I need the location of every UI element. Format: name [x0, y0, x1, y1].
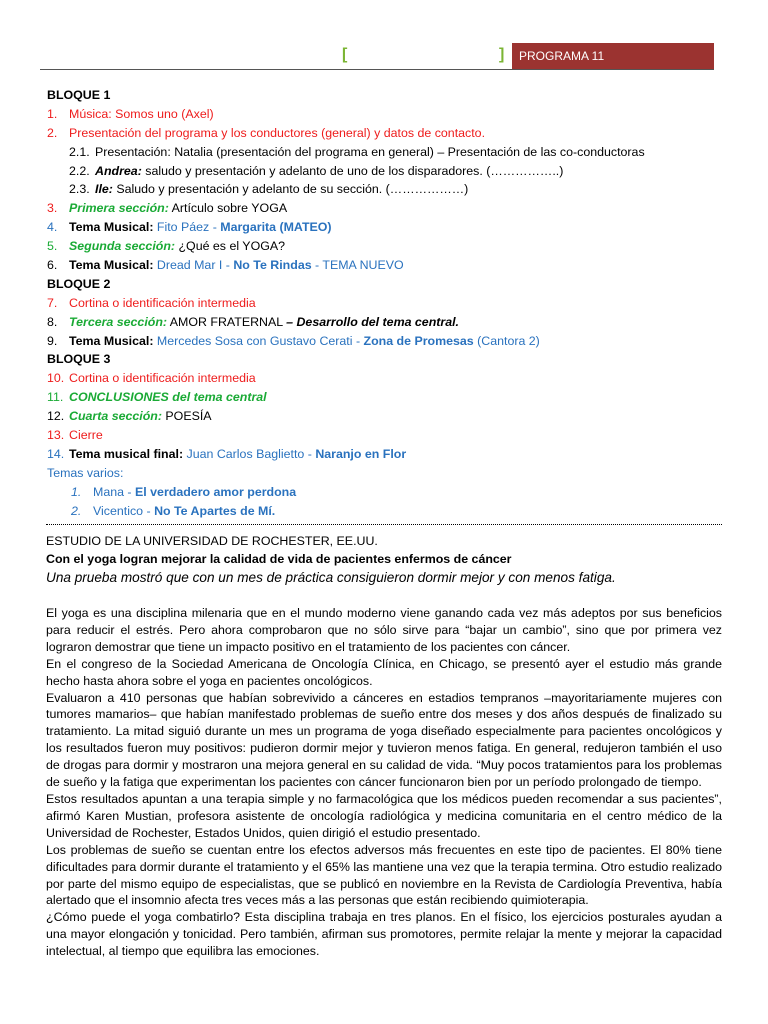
item-text — [69, 407, 212, 426]
host-name: Ile: — [95, 182, 113, 197]
agenda-item — [47, 369, 727, 388]
artist-name: Juan Carlos Baglietto - — [183, 446, 316, 461]
item-number: 2.1. — [69, 144, 90, 159]
item-text — [93, 502, 275, 521]
article-paragraph: Los problemas de sueño se cuentan entre los efectos adversos más frecuentes en este tipo de pacientes. El 80% tiene dificultades para dormir durante el tratamiento y el 65% las mantiene una vez que la terapia termina. Otro estudio realizado por parte del mismo equipo de especialistas, que se publicó en noviembre en la Revista de Cardiología Preventiva, había alertado que el insomnio afecta tres veces más a las personas que están recibiendo quimioterapia. — [46, 842, 722, 908]
header-bracket-close: ] — [499, 46, 505, 63]
program-label: PROGRAMA 11 — [512, 43, 714, 69]
item-number: 2.2. — [69, 163, 90, 178]
artist-name: Mercedes Sosa con Gustavo Cerati - — [153, 333, 364, 348]
item-text — [69, 218, 332, 237]
agenda-item — [47, 407, 727, 426]
item-number: 2. — [71, 503, 82, 518]
host-name: Andrea: — [95, 163, 142, 178]
section-label: Tercera sección: — [69, 314, 168, 329]
agenda-item — [47, 313, 727, 332]
item-text: Cierre — [69, 428, 103, 443]
song-title: Zona de Promesas — [363, 333, 474, 348]
item-text — [95, 162, 563, 181]
item-text — [69, 332, 540, 351]
agenda-item — [47, 445, 727, 464]
section-description: AMOR FRATERNAL — [167, 314, 287, 329]
article-source: ESTUDIO DE LA UNIVERSIDAD DE ROCHESTER, EE.UU. — [46, 534, 378, 548]
item-text — [95, 180, 468, 199]
article-paragraph: Evaluaron a 410 personas que habían sobrevivido a cánceres en estadios tempranos –mayoritariamente mujeres con tumores mamarios– que habían manifestado problemas de sueño entre dos meses y dos años después de finalizado su tratamiento. La mitad siguió durante un mes un programa de yoga diseñado especialmente para pacientes oncológicos y los resultados fueron muy positivos: pudieron dormir mejor y tuvieron menos fatiga. En general, redujeron también el uso de drogas para dormir y mostraron una mejora general en su calidad de vida. “Muy pocos tratamientos para los problemas de sueño y la fatiga que experimentan los pacientes con cáncer funcionaron bien por un período prolongado de tiempo. — [46, 690, 722, 790]
agenda-subitem — [47, 143, 727, 162]
agenda-subitem — [47, 180, 727, 199]
music-label: Tema Musical: — [69, 333, 154, 348]
music-label: Tema musical final: — [69, 446, 184, 461]
misc-song-item — [47, 502, 727, 521]
artist-name: Fito Páez - — [153, 220, 221, 235]
agenda-item — [47, 237, 727, 256]
agenda-item — [47, 426, 727, 445]
section-label: Cuarta sección: — [69, 409, 162, 424]
article-subtitle: Una prueba mostró que con un mes de práctica consiguieron dormir mejor y con menos fatiga. — [46, 570, 616, 585]
item-text: Cortina o identificación intermedia — [69, 371, 256, 386]
song-note: - TEMA NUEVO — [311, 258, 404, 273]
article-paragraph: El yoga es una disciplina milenaria que en el mundo moderno viene ganando cada vez más adeptos por sus beneficios para reducir el estrés. Pero ahora comprobaron que no sólo sirve para “bajar un cambio”, sino que por primera vez lograron demostrar que tiene un impacto positivo en el tratamiento de los pacientes con cáncer. — [46, 606, 722, 654]
page-header — [40, 42, 714, 70]
artist-name: Mana - — [93, 484, 136, 499]
agenda-item — [47, 388, 727, 407]
header-rule — [40, 69, 714, 70]
article-paragraph: ¿Cómo puede el yoga combatirlo? Esta disciplina trabaja en tres planos. En el físico, los ejercicios posturales ayudan a una mayor elongación y tonicidad. Pero también, afirman sus promotores, permite relajar la mente y mejorar la capacidad intelectual, al tiempo que equilibra las emociones. — [46, 910, 722, 959]
section-description: POESÍA — [161, 409, 212, 424]
program-agenda — [47, 86, 727, 520]
section-label: Primera sección: — [69, 201, 169, 216]
item-number: 8. — [47, 314, 58, 329]
item-number: 13. — [47, 428, 65, 443]
item-number: 14. — [47, 446, 65, 461]
artist-name: Dread Mar I - — [153, 258, 234, 273]
item-number: 6. — [47, 258, 58, 273]
section-label: Segunda sección: — [69, 239, 176, 254]
item-text — [69, 199, 287, 218]
agenda-item — [47, 105, 727, 124]
dotted-separator — [46, 524, 722, 526]
block-heading: BLOQUE 3 — [47, 352, 111, 367]
item-number: 3. — [47, 201, 58, 216]
item-text — [93, 483, 296, 502]
item-number: 5. — [47, 239, 58, 254]
item-text — [69, 256, 404, 275]
song-note: (Cantora 2) — [473, 333, 540, 348]
item-text — [69, 445, 406, 464]
music-label: Tema Musical: — [69, 258, 154, 273]
agenda-item — [47, 124, 727, 143]
song-title: No Te Rindas — [233, 258, 312, 273]
item-number: 9. — [47, 333, 58, 348]
misc-song-item — [47, 483, 727, 502]
section-description: ¿Qué es el YOGA? — [175, 239, 286, 254]
misc-songs-heading: Temas varios: — [47, 465, 124, 480]
item-text — [69, 313, 459, 332]
item-number: 10. — [47, 371, 65, 386]
item-number: 11. — [47, 390, 64, 405]
subitem-description: Saludo y presentación y adelanto de su sección. (………………) — [112, 182, 469, 197]
article-title: Con el yoga logran mejorar la calidad de vida de pacientes enfermos de cáncer — [46, 552, 512, 566]
item-number: 2.3. — [69, 182, 90, 197]
song-title: El verdadero amor perdona — [135, 484, 297, 499]
agenda-item — [47, 199, 727, 218]
song-title: Naranjo en Flor — [315, 446, 407, 461]
agenda-subitem — [47, 162, 727, 181]
article-paragraph: En el congreso de la Sociedad Americana de Oncología Clínica, en Chicago, se presentó ayer el estudio más grande hecho hasta ahora sobre el yoga en pacientes oncológicos. — [46, 656, 722, 688]
item-number: 1. — [47, 106, 58, 121]
song-title: Margarita (MATEO) — [220, 220, 332, 235]
item-number: 2. — [47, 125, 58, 140]
agenda-item — [47, 332, 727, 351]
item-number: 7. — [47, 295, 58, 310]
header-bracket-open: [ — [342, 46, 348, 63]
section-description: Artículo sobre YOGA — [168, 201, 288, 216]
artist-name: Vicentico - — [93, 503, 155, 518]
item-text: Presentación: Natalia (presentación del programa en general) – Presentación de las co-conductoras — [95, 144, 645, 159]
music-label: Tema Musical: — [69, 220, 154, 235]
item-text: CONCLUSIONES del tema central — [69, 390, 267, 405]
item-number: 4. — [47, 220, 58, 235]
block-heading: BLOQUE 1 — [47, 88, 111, 102]
item-number: 1. — [71, 484, 82, 499]
item-number: 12. — [47, 409, 65, 424]
agenda-item — [47, 256, 727, 275]
article — [46, 532, 722, 960]
item-text: Cortina o identificación intermedia — [69, 295, 256, 310]
item-text: Presentación del programa y los conductores (general) y datos de contacto. — [69, 125, 486, 140]
subitem-description: saludo y presentación y adelanto de uno de los disparadores. (……………..) — [141, 163, 564, 178]
song-title: No Te Apartes de Mí. — [154, 503, 276, 518]
paragraph-gap — [46, 588, 722, 605]
item-text: Música: Somos uno (Axel) — [69, 106, 214, 121]
agenda-item — [47, 218, 727, 237]
block-heading: BLOQUE 2 — [47, 276, 111, 291]
article-paragraph: Estos resultados apuntan a una terapia simple y no farmacológica que los médicos pueden recomendar a sus pacientes”, afirmó Karen Mustian, profesora asistente de oncología radiológica y medicina comunitaria en el centro médico de la Universidad de Rochester, Estados Unidos, quien dirigió el estudio presentado. — [46, 791, 722, 840]
item-text — [69, 237, 285, 256]
section-emphasis: – Desarrollo del tema central. — [286, 314, 459, 329]
agenda-item — [47, 294, 727, 313]
